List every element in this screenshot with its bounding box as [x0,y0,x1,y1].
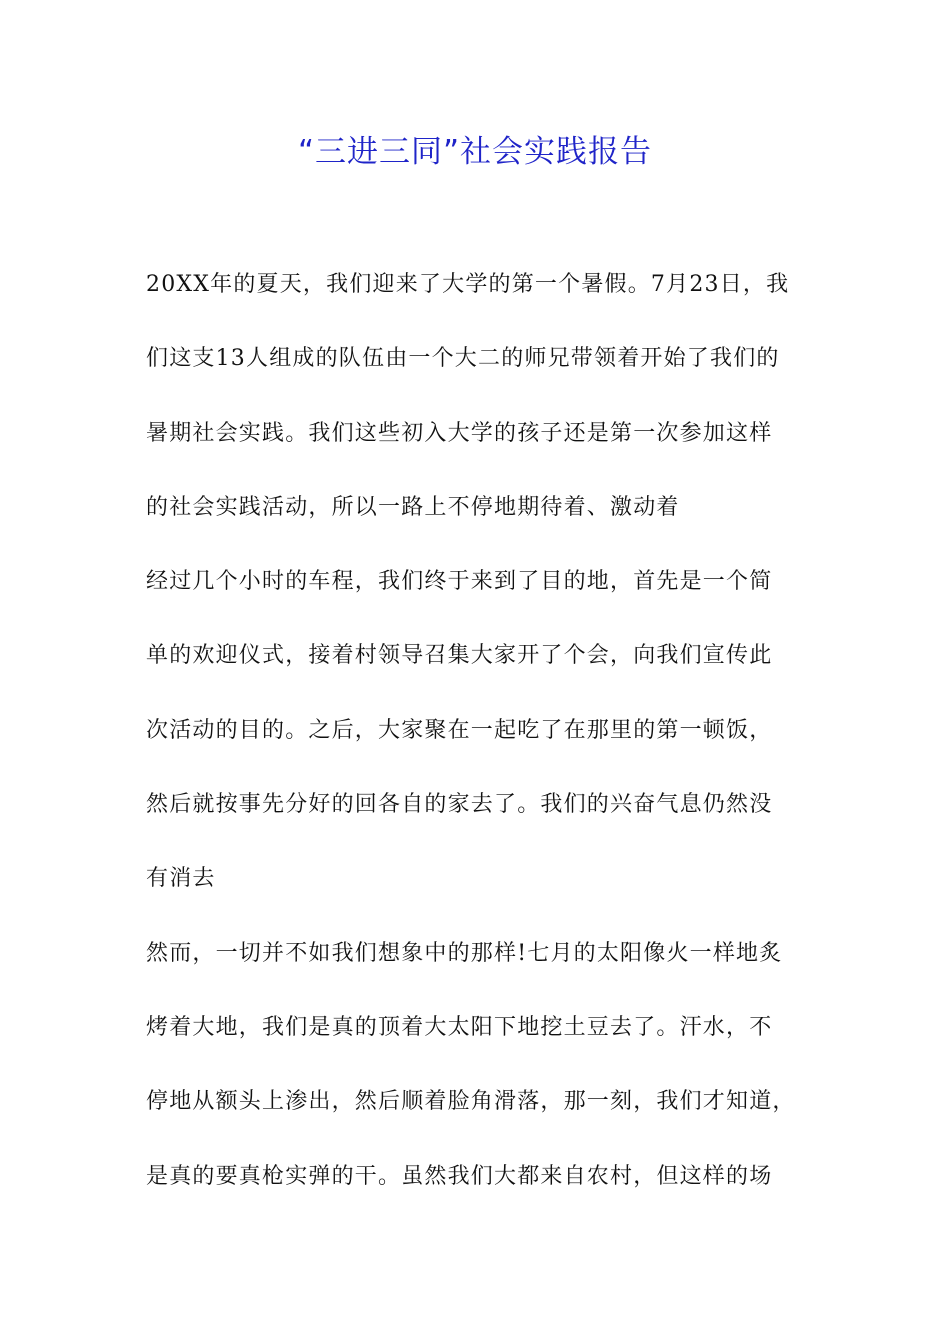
document-title: “三进三同”社会实践报告 [297,134,653,170]
body-line: 20XX年的夏天，我们迎来了大学的第一个暑假。7月23日，我 [146,272,790,297]
body-line: 单的欢迎仪式，接着村领导召集大家开了个会，向我们宣传此 [146,643,773,669]
body-line: 们这支13人组成的队伍由一个大二的师兄带领着开始了我们的 [146,346,780,372]
body-line: 然而，一切并不如我们想象中的那样!七月的太阳像火一样地炙 [146,940,783,966]
body-line: 次活动的目的。之后，大家聚在一起吃了在那里的第一顿饭， [146,717,773,743]
body-line: 是真的要真枪实弹的干。虽然我们大都来自农村，但这样的场 [146,1163,773,1189]
body-line: 有消去 [146,866,216,892]
body-line: 然后就按事先分好的回各自的家去了。我们的兴奋气息仍然没 [146,792,773,818]
body-line: 暑期社会实践。我们这些初入大学的孩子还是第一次参加这样 [146,420,773,446]
body-line: 烤着大地，我们是真的顶着大太阳下地挖土豆去了。汗水，不 [146,1014,773,1040]
body-line: 的社会实践活动，所以一路上不停地期待着、激动着 [146,494,680,520]
body-line: 停地从额头上渗出，然后顺着脸角滑落，那一刻，我们才知道， [146,1089,796,1115]
document-body [146,262,826,1228]
body-line: 经过几个小时的车程，我们终于来到了目的地，首先是一个简 [146,569,773,595]
